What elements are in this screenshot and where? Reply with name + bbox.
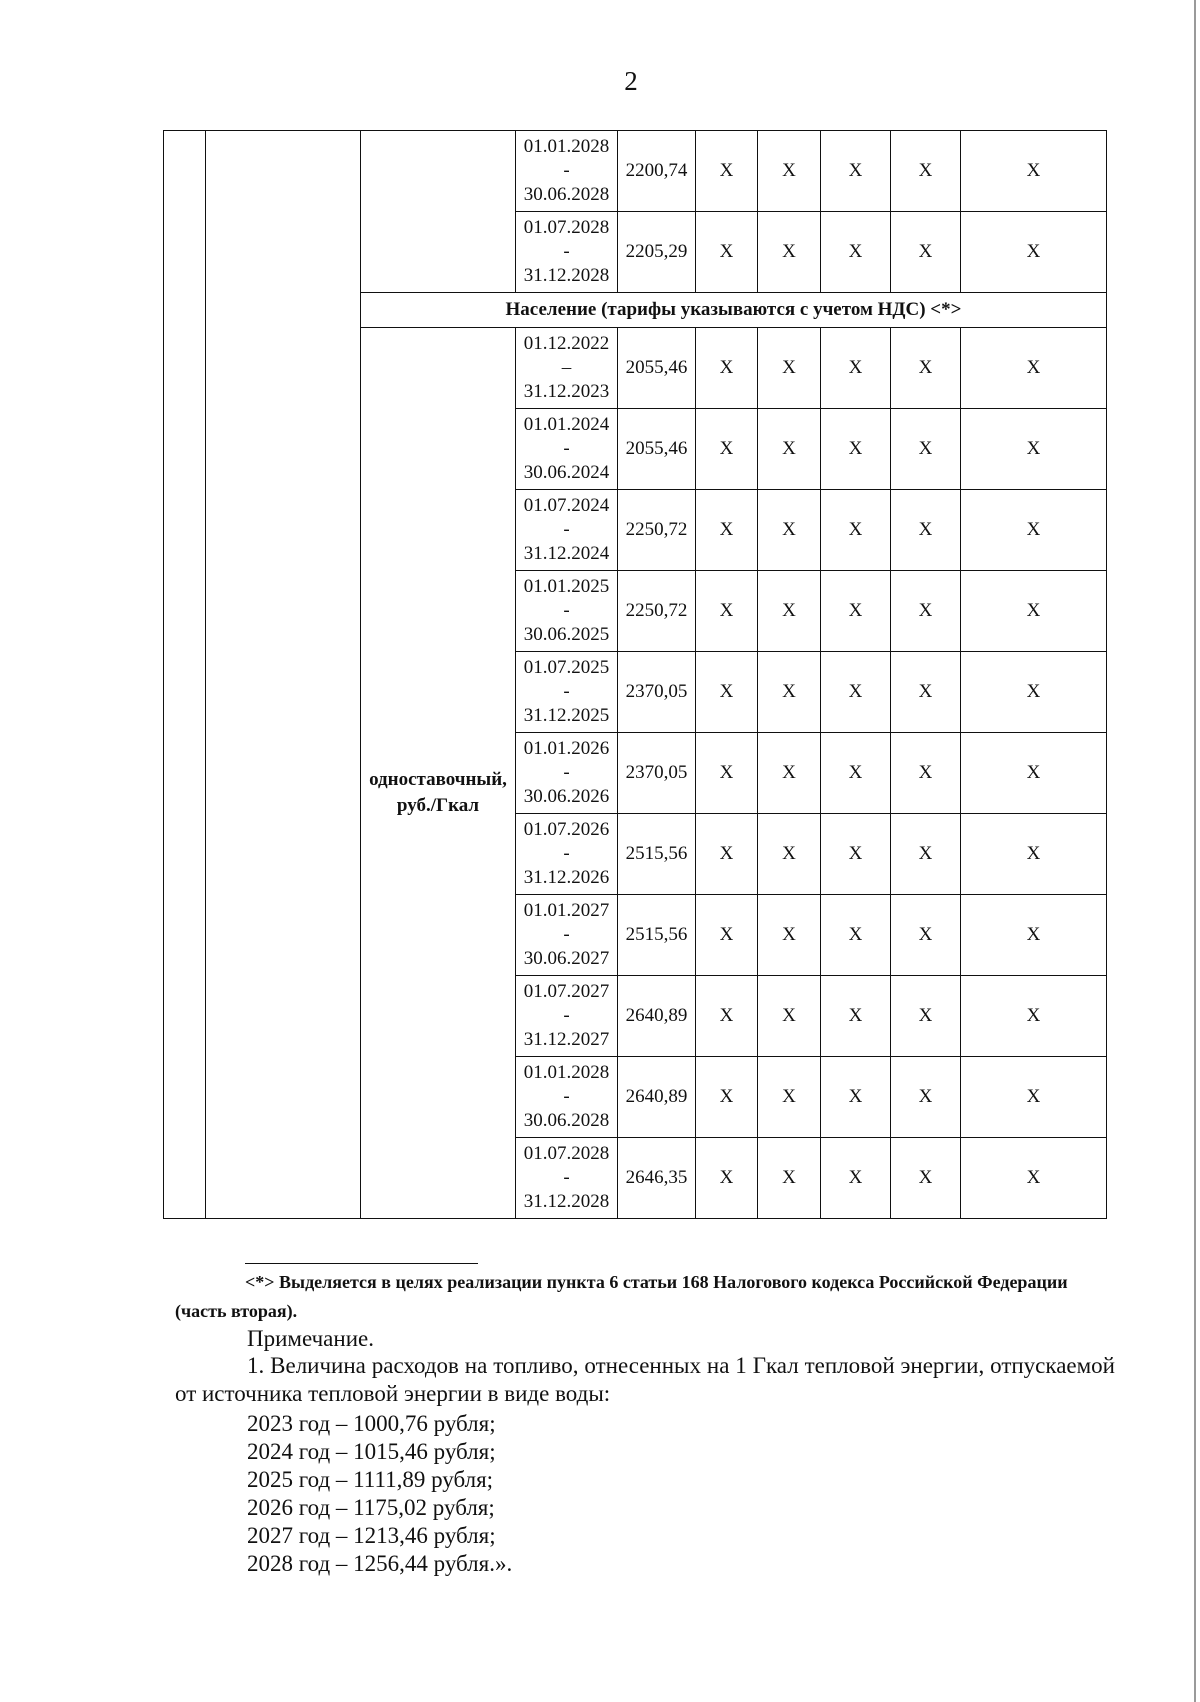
period-end: 31.12.2028 [523,265,610,286]
tariff-value: 2200,74 [618,131,696,212]
x-mark-cell: X [961,409,1107,490]
x-mark-cell: X [821,212,891,293]
period-end: 31.12.2027 [523,1029,610,1050]
x-mark-cell: X [696,1138,758,1219]
tariff-value: 2640,89 [618,976,696,1057]
period-sep: - [563,241,570,262]
x-mark-cell: X [891,1057,961,1138]
x-mark-cell: X [696,976,758,1057]
period-end: 30.06.2025 [523,624,610,645]
period-cell [516,131,618,212]
x-mark-cell: X [961,1057,1107,1138]
period-cell [516,976,618,1057]
period-cell [516,733,618,814]
period-start: 01.07.2028 [523,1143,610,1164]
x-mark-cell: X [891,814,961,895]
x-mark-cell: X [696,490,758,571]
x-mark-cell: X [821,976,891,1057]
table-row [164,131,1107,212]
x-mark-cell: X [821,1057,891,1138]
x-mark-cell: X [696,328,758,409]
x-mark-cell: X [696,652,758,733]
tariff-value: 2250,72 [618,571,696,652]
period-cell [516,328,618,409]
x-mark-cell: X [696,895,758,976]
fuel-cost-list [247,1410,512,1578]
x-mark-cell: X [821,652,891,733]
scan-edge-line [1194,0,1196,1702]
period-sep: - [563,600,570,621]
period-cell [516,814,618,895]
period-start: 01.01.2026 [523,738,610,759]
period-sep: - [563,1005,570,1026]
period-start: 01.07.2028 [523,217,610,238]
tariff-value: 2646,35 [618,1138,696,1219]
x-mark-cell: X [758,652,821,733]
x-mark-cell: X [758,490,821,571]
x-mark-cell: X [961,895,1107,976]
rate-type-cell-upper [361,131,516,293]
x-mark-cell: X [758,1138,821,1219]
footnote-line-1: <*> Выделяется в целях реализации пункта 6 статьи 168 Налогового кодекса Российской Федерации [245,1272,1068,1292]
x-mark-cell: X [696,814,758,895]
x-mark-cell: X [891,131,961,212]
period-end: 31.12.2028 [523,1191,610,1212]
x-mark-cell: X [891,976,961,1057]
period-sep: - [563,160,570,181]
x-mark-cell: X [821,328,891,409]
period-start: 01.07.2024 [523,495,610,516]
period-cell [516,1057,618,1138]
x-mark-cell: X [961,1138,1107,1219]
tariff-value: 2055,46 [618,328,696,409]
tariff-value: 2055,46 [618,409,696,490]
fuel-cost-item: 2023 год – 1000,76 рубля; [247,1411,496,1436]
x-mark-cell: X [891,733,961,814]
x-mark-cell: X [758,895,821,976]
tariff-value: 2640,89 [618,1057,696,1138]
x-mark-cell: X [891,1138,961,1219]
note-paragraph-text: 1. Величина расходов на топливо, отнесенных на 1 Гкал тепловой энергии, отпускаемой от источника тепловой энергии в виде воды: [175,1353,1115,1406]
x-mark-cell: X [821,490,891,571]
x-mark-cell: X [891,328,961,409]
fuel-cost-item: 2026 год – 1175,02 рубля; [247,1495,495,1520]
x-mark-cell: X [758,976,821,1057]
period-sep: - [563,519,570,540]
x-mark-cell: X [961,976,1107,1057]
period-end: 30.06.2028 [523,1110,610,1131]
period-start: 01.01.2028 [523,136,610,157]
x-mark-cell: X [758,1057,821,1138]
x-mark-cell: X [891,895,961,976]
x-mark-cell: X [891,652,961,733]
period-sep: - [563,681,570,702]
period-end: 30.06.2027 [523,948,610,969]
period-sep: - [563,924,570,945]
x-mark-cell: X [891,571,961,652]
x-mark-cell: X [821,814,891,895]
x-mark-cell: X [821,409,891,490]
tariff-table-body [164,131,1107,1219]
x-mark-cell: X [821,895,891,976]
x-mark-cell: X [758,409,821,490]
x-mark-cell: X [891,490,961,571]
tariff-value: 2205,29 [618,212,696,293]
period-end: 31.12.2026 [523,867,610,888]
x-mark-cell: X [758,212,821,293]
x-mark-cell: X [696,571,758,652]
x-mark-cell: X [758,733,821,814]
tariff-value: 2515,56 [618,895,696,976]
x-mark-cell: X [758,571,821,652]
period-start: 01.07.2025 [523,657,610,678]
period-start: 01.07.2026 [523,819,610,840]
period-sep: - [563,1167,570,1188]
x-mark-cell: X [696,131,758,212]
period-end: 30.06.2024 [523,462,610,483]
page-number: 2 [624,66,638,96]
x-mark-cell: X [696,409,758,490]
period-cell [516,490,618,571]
footnote-line-2: (часть вторая). [175,1301,298,1321]
period-start: 01.07.2027 [523,981,610,1002]
period-sep: - [563,1086,570,1107]
fuel-cost-item: 2024 год – 1015,46 рубля; [247,1439,496,1464]
period-end: 30.06.2026 [523,786,610,807]
period-cell [516,212,618,293]
section-header: Население (тарифы указываются с учетом НДС) <*> [361,293,1107,328]
footnote [175,1268,1115,1326]
x-mark-cell: X [961,131,1107,212]
period-start: 01.12.2022 [523,333,610,354]
period-end: 31.12.2025 [523,705,610,726]
period-cell [516,409,618,490]
tariff-table [163,130,1107,1219]
period-cell [516,571,618,652]
period-start: 01.01.2028 [523,1062,610,1083]
x-mark-cell: X [821,1138,891,1219]
x-mark-cell: X [961,328,1107,409]
x-mark-cell: X [891,409,961,490]
footnote-rule [245,1263,478,1264]
x-mark-cell: X [961,814,1107,895]
period-sep: - [563,438,570,459]
period-cell [516,1138,618,1219]
period-start: 01.01.2024 [523,414,610,435]
period-sep: – [561,357,572,378]
period-sep: - [563,843,570,864]
period-end: 31.12.2024 [523,543,610,564]
period-start: 01.01.2027 [523,900,610,921]
x-mark-cell: X [821,131,891,212]
x-mark-cell: X [961,571,1107,652]
period-end: 30.06.2028 [523,184,610,205]
tariff-value: 2370,05 [618,733,696,814]
x-mark-cell: X [821,733,891,814]
note-title: Примечание. [247,1326,374,1351]
x-mark-cell: X [758,814,821,895]
blank-column-2 [206,131,361,1219]
x-mark-cell: X [961,490,1107,571]
period-start: 01.01.2025 [523,576,610,597]
x-mark-cell: X [758,328,821,409]
x-mark-cell: X [961,733,1107,814]
tariff-value: 2515,56 [618,814,696,895]
period-end: 31.12.2023 [523,381,610,402]
fuel-cost-item: 2028 год – 1256,44 рубля.». [247,1551,513,1576]
x-mark-cell: X [961,212,1107,293]
note-paragraph [175,1352,1115,1408]
rate-type-cell: одноставочный, руб./Гкал [361,328,516,1219]
x-mark-cell: X [821,571,891,652]
x-mark-cell: X [696,1057,758,1138]
blank-column-1 [164,131,206,1219]
fuel-cost-item: 2027 год – 1213,46 рубля; [247,1523,496,1548]
period-cell [516,652,618,733]
period-sep: - [563,762,570,783]
x-mark-cell: X [696,212,758,293]
x-mark-cell: X [961,652,1107,733]
period-cell [516,895,618,976]
x-mark-cell: X [758,131,821,212]
x-mark-cell: X [696,733,758,814]
tariff-value: 2250,72 [618,490,696,571]
fuel-cost-item: 2025 год – 1111,89 рубля; [247,1467,494,1492]
tariff-value: 2370,05 [618,652,696,733]
x-mark-cell: X [891,212,961,293]
